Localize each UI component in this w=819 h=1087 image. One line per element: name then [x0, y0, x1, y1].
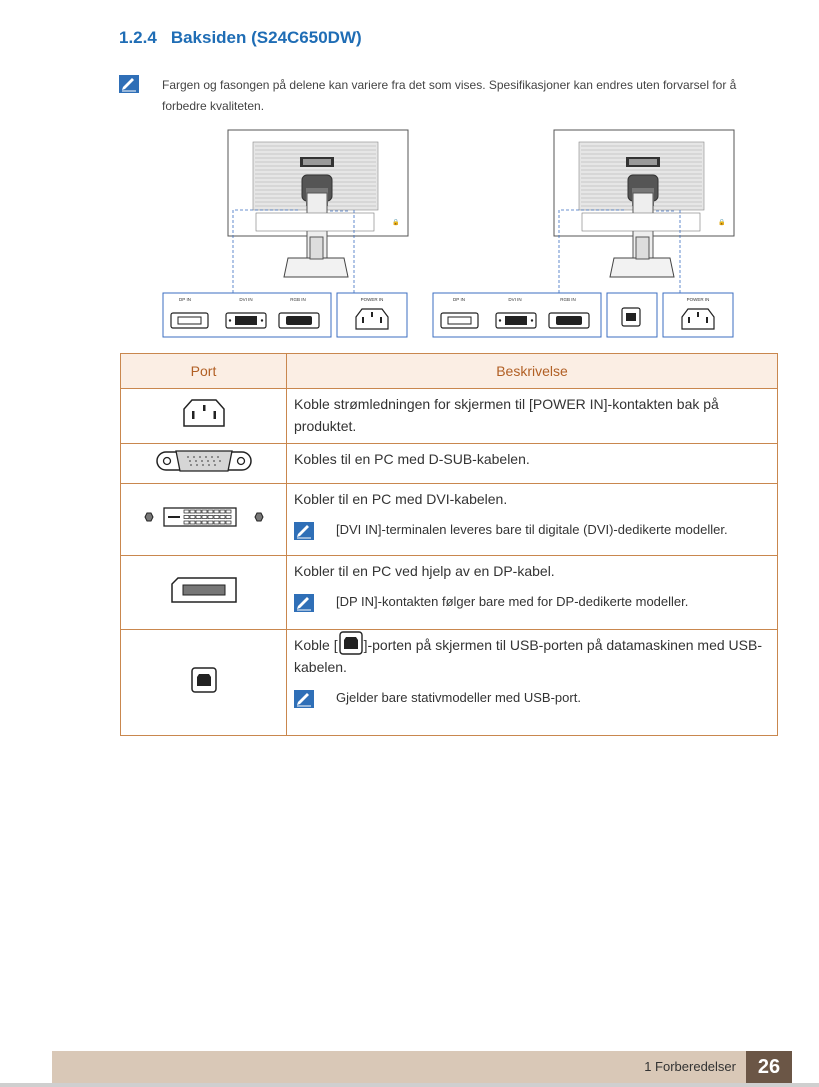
- table-row: [121, 444, 778, 484]
- dvi-note-text: [DVI IN]-terminalen leveres bare til digitale (DVI)-dedikerte modeller.: [336, 522, 728, 537]
- section-heading: [119, 28, 362, 48]
- svg-text:🔒: 🔒: [718, 220, 726, 226]
- description-power: Koble strømledningen for skjermen til [POWER IN]-kontakten bak på produktet.: [287, 389, 778, 444]
- dvi-port-icon: [144, 505, 264, 529]
- dp-note: [294, 592, 770, 612]
- usb-port-icon: [191, 667, 217, 693]
- note-icon: [294, 690, 314, 708]
- usb-note-text: Gjelder bare stativmodeller med USB-port.: [336, 690, 581, 705]
- port-table: [120, 353, 778, 736]
- description-rgb: Kobles til en PC med D-SUB-kabelen.: [287, 444, 778, 484]
- port-panel-left: [163, 293, 407, 337]
- label-dp-in-right: DP IN: [453, 297, 465, 302]
- label-dvi-in-left: DVI IN: [239, 297, 253, 302]
- description-dp: Kobler til en PC ved hjelp av en DP-kabel.: [294, 563, 555, 579]
- dvi-note: [294, 520, 770, 540]
- note-icon: [119, 75, 139, 93]
- table-row: [121, 556, 778, 630]
- usb-note: [294, 688, 770, 708]
- label-power-in-right: POWER IN: [686, 297, 710, 302]
- power-in-icon: [182, 398, 226, 428]
- displayport-icon: [171, 577, 237, 603]
- label-rgb-in-left: RGB IN: [290, 297, 306, 302]
- label-power-in-left: POWER IN: [360, 297, 384, 302]
- note-icon: [294, 594, 314, 612]
- label-rgb-in-right: RGB IN: [560, 297, 576, 302]
- header-description: Beskrivelse: [287, 354, 778, 389]
- section-number: 1.2.4: [119, 28, 157, 47]
- port-panel-right: [433, 293, 733, 337]
- rgb-dsub-port-icon: [156, 449, 252, 473]
- page-footer: [52, 1051, 792, 1083]
- bottom-rule: [0, 1083, 819, 1087]
- description-dvi: Kobler til en PC med DVI-kabelen.: [294, 491, 508, 507]
- page-number: 26: [746, 1051, 792, 1083]
- monitor-rear-right: [554, 130, 734, 277]
- note-icon: [294, 522, 314, 540]
- label-dp-in-left: DP IN: [179, 297, 191, 302]
- dp-note-text: [DP IN]-kontakten følger bare med for DP-dedikerte modeller.: [336, 594, 689, 609]
- label-dvi-in-right: DVI IN: [508, 297, 522, 302]
- table-row: [121, 389, 778, 444]
- usb-inline-icon: [339, 631, 363, 655]
- header-port: Port: [121, 354, 287, 389]
- footer-chapter: 1 Forberedelser: [644, 1059, 736, 1074]
- intro-note: [119, 75, 779, 117]
- rear-panel-diagram: [0, 125, 819, 340]
- svg-text:🔒: 🔒: [392, 220, 400, 226]
- table-row: [121, 484, 778, 556]
- intro-note-text: Fargen og fasongen på delene kan variere fra det som vises. Spesifikasjoner kan endres uten forvarsel for å forbedre kvaliteten.: [162, 78, 737, 113]
- description-usb: Koble [ ]-porten på skjermen til USB-porten på datamaskinen med USB-kabelen.: [294, 634, 770, 678]
- section-title: Baksiden (S24C650DW): [170, 28, 362, 47]
- monitor-rear-left: [228, 130, 408, 277]
- table-header-row: [121, 354, 778, 389]
- table-row: [121, 630, 778, 736]
